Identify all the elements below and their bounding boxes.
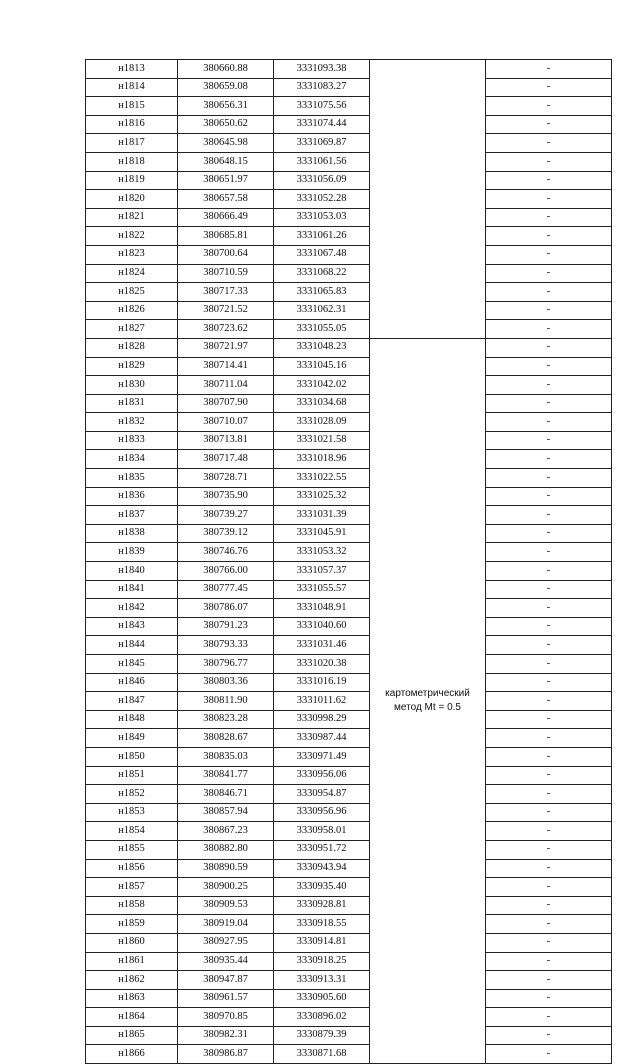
table-row [86, 60, 612, 79]
x-coordinate-cell: 380900.25 [178, 878, 274, 897]
point-id-cell: н1840 [86, 562, 178, 581]
x-coordinate-cell: 380846.71 [178, 785, 274, 804]
dash-cell: - [486, 803, 612, 822]
dash-cell: - [486, 78, 612, 97]
table-row [86, 97, 612, 116]
dash-cell: - [486, 859, 612, 878]
y-coordinate-cell: 3331021.58 [274, 431, 370, 450]
table-row [86, 971, 612, 990]
table-row [86, 822, 612, 841]
y-coordinate-cell: 3331053.03 [274, 208, 370, 227]
x-coordinate-cell: 380648.15 [178, 152, 274, 171]
dash-cell: - [486, 580, 612, 599]
dash-cell: - [486, 115, 612, 134]
x-coordinate-cell: 380835.03 [178, 747, 274, 766]
y-coordinate-cell: 3330896.02 [274, 1008, 370, 1027]
dash-cell: - [486, 152, 612, 171]
y-coordinate-cell: 3331055.05 [274, 320, 370, 339]
x-coordinate-cell: 380666.49 [178, 208, 274, 227]
dash-cell: - [486, 673, 612, 692]
dash-cell: - [486, 747, 612, 766]
table-row [86, 636, 612, 655]
y-coordinate-cell: 3331069.87 [274, 134, 370, 153]
dash-cell: - [486, 450, 612, 469]
x-coordinate-cell: 380721.52 [178, 301, 274, 320]
dash-cell: - [486, 431, 612, 450]
point-id-cell: н1832 [86, 413, 178, 432]
dash-cell: - [486, 599, 612, 618]
table-row [86, 431, 612, 450]
table-row [86, 1045, 612, 1064]
point-id-cell: н1839 [86, 543, 178, 562]
y-coordinate-cell: 3331052.28 [274, 190, 370, 209]
x-coordinate-cell: 380685.81 [178, 227, 274, 246]
dash-cell: - [486, 692, 612, 711]
x-coordinate-cell: 380739.27 [178, 506, 274, 525]
dash-cell: - [486, 1008, 612, 1027]
table-row [86, 785, 612, 804]
y-coordinate-cell: 3330928.81 [274, 896, 370, 915]
x-coordinate-cell: 380713.81 [178, 431, 274, 450]
point-id-cell: н1858 [86, 896, 178, 915]
x-coordinate-cell: 380796.77 [178, 655, 274, 674]
point-id-cell: н1838 [86, 524, 178, 543]
dash-cell: - [486, 840, 612, 859]
x-coordinate-cell: 380717.33 [178, 283, 274, 302]
y-coordinate-cell: 3330905.60 [274, 989, 370, 1008]
x-coordinate-cell: 380857.94 [178, 803, 274, 822]
x-coordinate-cell: 380651.97 [178, 171, 274, 190]
point-id-cell: н1836 [86, 487, 178, 506]
point-id-cell: н1857 [86, 878, 178, 897]
dash-cell: - [486, 413, 612, 432]
point-id-cell: н1818 [86, 152, 178, 171]
y-coordinate-cell: 3331055.57 [274, 580, 370, 599]
x-coordinate-cell: 380766.00 [178, 562, 274, 581]
table-row [86, 562, 612, 581]
y-coordinate-cell: 3330918.55 [274, 915, 370, 934]
dash-cell: - [486, 971, 612, 990]
point-id-cell: н1853 [86, 803, 178, 822]
point-id-cell: н1833 [86, 431, 178, 450]
y-coordinate-cell: 3330956.96 [274, 803, 370, 822]
dash-cell: - [486, 469, 612, 488]
point-id-cell: н1849 [86, 729, 178, 748]
x-coordinate-cell: 380927.95 [178, 933, 274, 952]
table-row [86, 487, 612, 506]
table-row [86, 747, 612, 766]
dash-cell: - [486, 933, 612, 952]
table-row [86, 283, 612, 302]
point-id-cell: н1834 [86, 450, 178, 469]
y-coordinate-cell: 3331083.27 [274, 78, 370, 97]
dash-cell: - [486, 487, 612, 506]
dash-cell: - [486, 394, 612, 413]
point-id-cell: н1837 [86, 506, 178, 525]
x-coordinate-cell: 380791.23 [178, 617, 274, 636]
y-coordinate-cell: 3331075.56 [274, 97, 370, 116]
y-coordinate-cell: 3331074.44 [274, 115, 370, 134]
x-coordinate-cell: 380867.23 [178, 822, 274, 841]
dash-cell: - [486, 283, 612, 302]
table-row [86, 710, 612, 729]
y-coordinate-cell: 3331045.91 [274, 524, 370, 543]
table-row [86, 413, 612, 432]
point-id-cell: н1820 [86, 190, 178, 209]
dash-cell: - [486, 878, 612, 897]
y-coordinate-cell: 3331045.16 [274, 357, 370, 376]
y-coordinate-cell: 3331068.22 [274, 264, 370, 283]
point-id-cell: н1866 [86, 1045, 178, 1064]
table-row [86, 171, 612, 190]
x-coordinate-cell: 380909.53 [178, 896, 274, 915]
x-coordinate-cell: 380823.28 [178, 710, 274, 729]
y-coordinate-cell: 3331065.83 [274, 283, 370, 302]
x-coordinate-cell: 380986.87 [178, 1045, 274, 1064]
x-coordinate-cell: 380728.71 [178, 469, 274, 488]
dash-cell: - [486, 227, 612, 246]
y-coordinate-cell: 3331056.09 [274, 171, 370, 190]
table-row [86, 152, 612, 171]
x-coordinate-cell: 380710.59 [178, 264, 274, 283]
y-coordinate-cell: 3330913.31 [274, 971, 370, 990]
table-row [86, 766, 612, 785]
x-coordinate-cell: 380659.08 [178, 78, 274, 97]
y-coordinate-cell: 3331025.32 [274, 487, 370, 506]
x-coordinate-cell: 380841.77 [178, 766, 274, 785]
point-id-cell: н1822 [86, 227, 178, 246]
y-coordinate-cell: 3330956.06 [274, 766, 370, 785]
dash-cell: - [486, 320, 612, 339]
dash-cell: - [486, 506, 612, 525]
table-row [86, 450, 612, 469]
point-id-cell: н1829 [86, 357, 178, 376]
table-row [86, 524, 612, 543]
y-coordinate-cell: 3331061.56 [274, 152, 370, 171]
point-id-cell: н1835 [86, 469, 178, 488]
y-coordinate-cell: 3331031.39 [274, 506, 370, 525]
point-id-cell: н1816 [86, 115, 178, 134]
dash-cell: - [486, 785, 612, 804]
y-coordinate-cell: 3331028.09 [274, 413, 370, 432]
table-row [86, 469, 612, 488]
y-coordinate-cell: 3331048.91 [274, 599, 370, 618]
table-row [86, 543, 612, 562]
point-id-cell: н1821 [86, 208, 178, 227]
dash-cell: - [486, 171, 612, 190]
dash-cell: - [486, 896, 612, 915]
method-cell: картометрический метод Mt = 0.5 [370, 338, 486, 1063]
y-coordinate-cell: 3331057.37 [274, 562, 370, 581]
table-row [86, 729, 612, 748]
point-id-cell: н1852 [86, 785, 178, 804]
y-coordinate-cell: 3331016.19 [274, 673, 370, 692]
x-coordinate-cell: 380882.80 [178, 840, 274, 859]
x-coordinate-cell: 380657.58 [178, 190, 274, 209]
table-row [86, 803, 612, 822]
point-id-cell: н1861 [86, 952, 178, 971]
table-row [86, 655, 612, 674]
table-body [86, 60, 612, 1064]
y-coordinate-cell: 3331020.38 [274, 655, 370, 674]
dash-cell: - [486, 376, 612, 395]
dash-cell: - [486, 357, 612, 376]
y-coordinate-cell: 3331067.48 [274, 245, 370, 264]
table-row [86, 896, 612, 915]
x-coordinate-cell: 380723.62 [178, 320, 274, 339]
table-row [86, 264, 612, 283]
y-coordinate-cell: 3330871.68 [274, 1045, 370, 1064]
point-id-cell: н1863 [86, 989, 178, 1008]
point-id-cell: н1819 [86, 171, 178, 190]
y-coordinate-cell: 3331061.26 [274, 227, 370, 246]
x-coordinate-cell: 380947.87 [178, 971, 274, 990]
y-coordinate-cell: 3331034.68 [274, 394, 370, 413]
point-id-cell: н1851 [86, 766, 178, 785]
y-coordinate-cell: 3330943.94 [274, 859, 370, 878]
x-coordinate-cell: 380711.04 [178, 376, 274, 395]
y-coordinate-cell: 3330935.40 [274, 878, 370, 897]
x-coordinate-cell: 380961.57 [178, 989, 274, 1008]
table-row [86, 394, 612, 413]
point-id-cell: н1846 [86, 673, 178, 692]
y-coordinate-cell: 3330958.01 [274, 822, 370, 841]
table-row [86, 989, 612, 1008]
table-row [86, 134, 612, 153]
point-id-cell: н1860 [86, 933, 178, 952]
point-id-cell: н1841 [86, 580, 178, 599]
table-row [86, 1026, 612, 1045]
table-row [86, 692, 612, 711]
x-coordinate-cell: 380714.41 [178, 357, 274, 376]
y-coordinate-cell: 3330954.87 [274, 785, 370, 804]
x-coordinate-cell: 380735.90 [178, 487, 274, 506]
coordinates-table [85, 59, 612, 1064]
y-coordinate-cell: 3330951.72 [274, 840, 370, 859]
point-id-cell: н1845 [86, 655, 178, 674]
dash-cell: - [486, 1026, 612, 1045]
x-coordinate-cell: 380935.44 [178, 952, 274, 971]
point-id-cell: н1823 [86, 245, 178, 264]
dash-cell: - [486, 1045, 612, 1064]
dash-cell: - [486, 208, 612, 227]
dash-cell: - [486, 543, 612, 562]
point-id-cell: н1844 [86, 636, 178, 655]
y-coordinate-cell: 3330998.29 [274, 710, 370, 729]
point-id-cell: н1864 [86, 1008, 178, 1027]
point-id-cell: н1854 [86, 822, 178, 841]
point-id-cell: н1856 [86, 859, 178, 878]
table-row [86, 357, 612, 376]
y-coordinate-cell: 3331022.55 [274, 469, 370, 488]
x-coordinate-cell: 380811.90 [178, 692, 274, 711]
x-coordinate-cell: 380650.62 [178, 115, 274, 134]
table-row [86, 190, 612, 209]
table-row [86, 878, 612, 897]
y-coordinate-cell: 3331048.23 [274, 338, 370, 357]
dash-cell: - [486, 245, 612, 264]
dash-cell: - [486, 915, 612, 934]
y-coordinate-cell: 3331053.32 [274, 543, 370, 562]
dash-cell: - [486, 989, 612, 1008]
dash-cell: - [486, 524, 612, 543]
dash-cell: - [486, 97, 612, 116]
point-id-cell: н1824 [86, 264, 178, 283]
table-row [86, 580, 612, 599]
x-coordinate-cell: 380828.67 [178, 729, 274, 748]
x-coordinate-cell: 380746.76 [178, 543, 274, 562]
dash-cell: - [486, 636, 612, 655]
x-coordinate-cell: 380710.07 [178, 413, 274, 432]
x-coordinate-cell: 380970.85 [178, 1008, 274, 1027]
y-coordinate-cell: 3331040.60 [274, 617, 370, 636]
point-id-cell: н1859 [86, 915, 178, 934]
table-row [86, 915, 612, 934]
point-id-cell: н1847 [86, 692, 178, 711]
table-row [86, 840, 612, 859]
y-coordinate-cell: 3331031.46 [274, 636, 370, 655]
x-coordinate-cell: 380645.98 [178, 134, 274, 153]
x-coordinate-cell: 380660.88 [178, 60, 274, 79]
table-row [86, 320, 612, 339]
table-row [86, 859, 612, 878]
dash-cell: - [486, 190, 612, 209]
point-id-cell: н1843 [86, 617, 178, 636]
y-coordinate-cell: 3331011.62 [274, 692, 370, 711]
point-id-cell: н1855 [86, 840, 178, 859]
point-id-cell: н1813 [86, 60, 178, 79]
dash-cell: - [486, 655, 612, 674]
table-row [86, 115, 612, 134]
dash-cell: - [486, 264, 612, 283]
x-coordinate-cell: 380890.59 [178, 859, 274, 878]
point-id-cell: н1850 [86, 747, 178, 766]
table-row [86, 952, 612, 971]
table-row [86, 933, 612, 952]
point-id-cell: н1828 [86, 338, 178, 357]
dash-cell: - [486, 710, 612, 729]
x-coordinate-cell: 380793.33 [178, 636, 274, 655]
point-id-cell: н1825 [86, 283, 178, 302]
y-coordinate-cell: 3330879.39 [274, 1026, 370, 1045]
dash-cell: - [486, 952, 612, 971]
x-coordinate-cell: 380700.64 [178, 245, 274, 264]
x-coordinate-cell: 380656.31 [178, 97, 274, 116]
point-id-cell: н1826 [86, 301, 178, 320]
y-coordinate-cell: 3330918.25 [274, 952, 370, 971]
table-row [86, 78, 612, 97]
y-coordinate-cell: 3330971.49 [274, 747, 370, 766]
table-row [86, 338, 612, 357]
x-coordinate-cell: 380721.97 [178, 338, 274, 357]
y-coordinate-cell: 3330987.44 [274, 729, 370, 748]
x-coordinate-cell: 380982.31 [178, 1026, 274, 1045]
point-id-cell: н1831 [86, 394, 178, 413]
point-id-cell: н1865 [86, 1026, 178, 1045]
x-coordinate-cell: 380739.12 [178, 524, 274, 543]
y-coordinate-cell: 3331093.38 [274, 60, 370, 79]
table-row [86, 208, 612, 227]
dash-cell: - [486, 301, 612, 320]
point-id-cell: н1842 [86, 599, 178, 618]
table-row [86, 599, 612, 618]
table-row [86, 673, 612, 692]
table-row [86, 245, 612, 264]
dash-cell: - [486, 562, 612, 581]
table-row [86, 617, 612, 636]
point-id-cell: н1815 [86, 97, 178, 116]
x-coordinate-cell: 380803.36 [178, 673, 274, 692]
x-coordinate-cell: 380786.07 [178, 599, 274, 618]
point-id-cell: н1827 [86, 320, 178, 339]
dash-cell: - [486, 617, 612, 636]
x-coordinate-cell: 380777.45 [178, 580, 274, 599]
method-cell-top [370, 60, 486, 339]
dash-cell: - [486, 338, 612, 357]
y-coordinate-cell: 3331062.31 [274, 301, 370, 320]
point-id-cell: н1830 [86, 376, 178, 395]
dash-cell: - [486, 729, 612, 748]
x-coordinate-cell: 380919.04 [178, 915, 274, 934]
y-coordinate-cell: 3331042.02 [274, 376, 370, 395]
dash-cell: - [486, 822, 612, 841]
x-coordinate-cell: 380707.90 [178, 394, 274, 413]
y-coordinate-cell: 3330914.81 [274, 933, 370, 952]
point-id-cell: н1862 [86, 971, 178, 990]
point-id-cell: н1848 [86, 710, 178, 729]
dash-cell: - [486, 60, 612, 79]
table-row [86, 301, 612, 320]
point-id-cell: н1814 [86, 78, 178, 97]
point-id-cell: н1817 [86, 134, 178, 153]
table-row [86, 506, 612, 525]
table-row [86, 227, 612, 246]
x-coordinate-cell: 380717.48 [178, 450, 274, 469]
dash-cell: - [486, 134, 612, 153]
table-row [86, 376, 612, 395]
table-row [86, 1008, 612, 1027]
y-coordinate-cell: 3331018.96 [274, 450, 370, 469]
dash-cell: - [486, 766, 612, 785]
